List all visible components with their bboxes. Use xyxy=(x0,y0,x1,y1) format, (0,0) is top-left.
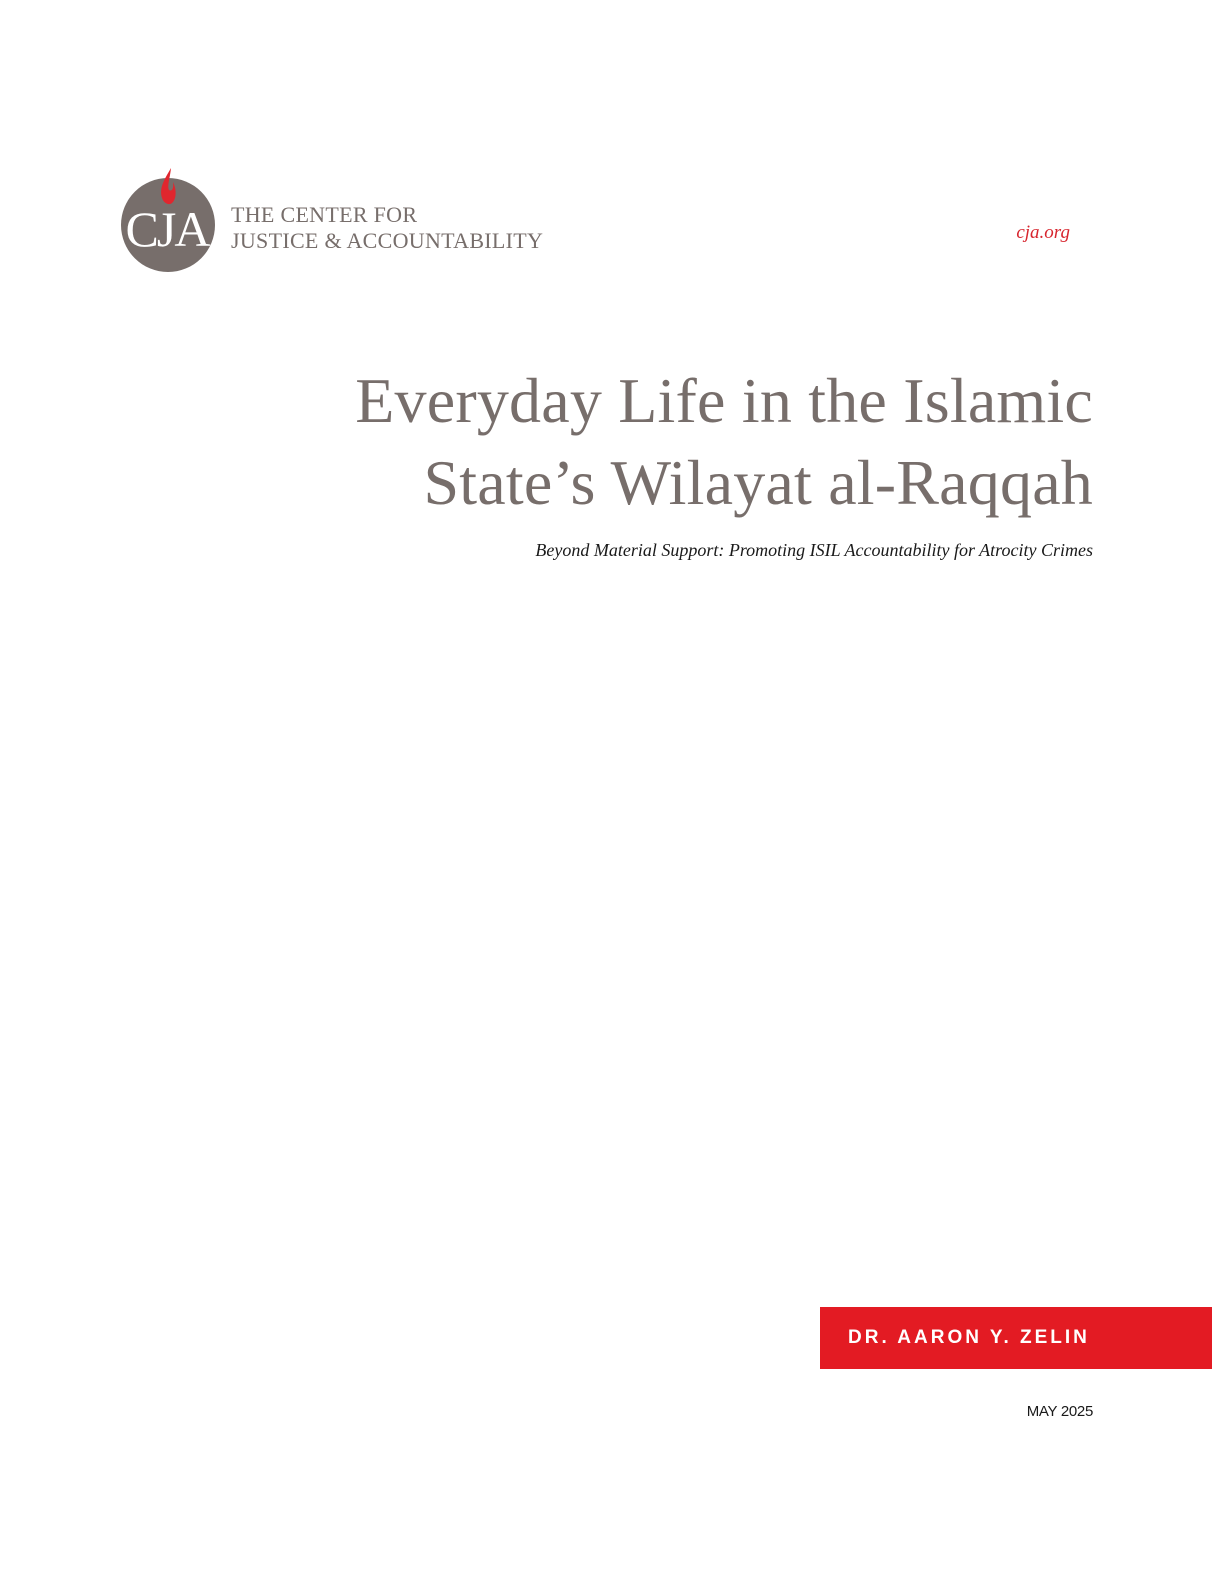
cja-logo-mark xyxy=(118,166,218,276)
author-name: DR. AARON Y. ZELIN xyxy=(848,1327,1090,1348)
document-subtitle: Beyond Material Support: Promoting ISIL Accountability for Atrocity Crimes xyxy=(535,540,1093,560)
title-line-2: State’s Wilayat al-Raqqah xyxy=(423,447,1093,518)
organization-name xyxy=(231,202,543,254)
org-name-line-1: THE CENTER FOR xyxy=(231,202,418,227)
logo-monogram: CJA xyxy=(125,201,209,257)
author-banner xyxy=(820,1307,1212,1369)
publication-date: MAY 2025 xyxy=(1026,1403,1093,1420)
organization-logo xyxy=(118,166,544,276)
title-line-1: Everyday Life in the Islamic xyxy=(355,365,1093,436)
org-name-line-2: JUSTICE & ACCOUNTABILITY xyxy=(231,228,544,253)
website-link[interactable]: cja.org xyxy=(1016,222,1070,243)
document-title xyxy=(333,360,1093,524)
